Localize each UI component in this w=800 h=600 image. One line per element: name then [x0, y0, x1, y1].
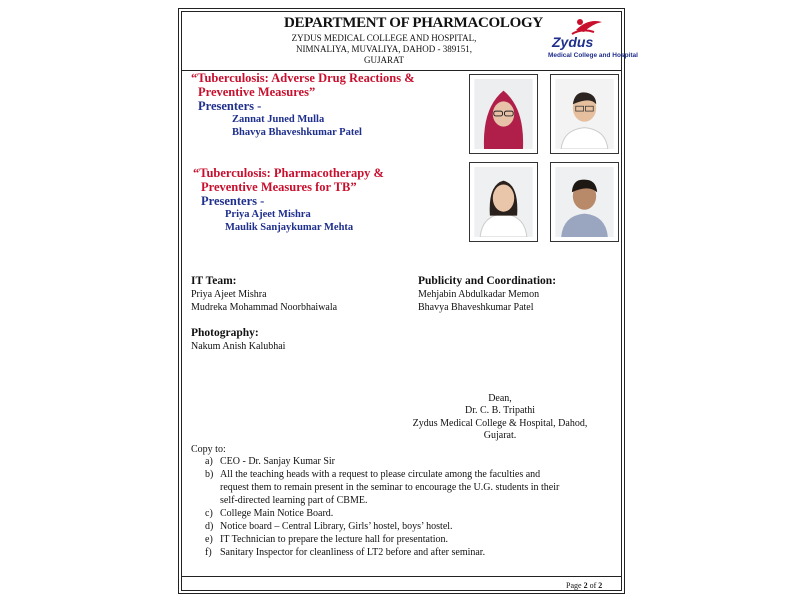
copy-to-item-c: College Main Notice Board. [220, 508, 334, 519]
session-2-title-line-2: Preventive Measures for TB” [201, 180, 357, 194]
signatory-institution: Zydus Medical College & Hospital, Dahod, [412, 418, 588, 429]
it-team-heading: IT Team: [191, 275, 237, 287]
copy-to-marker-f: f) [205, 547, 212, 558]
session-1-title-line-1: “Tuberculosis: Adverse Drug Reactions & [191, 71, 415, 85]
page-total: 2 [598, 581, 603, 590]
photography-member-1: Nakum Anish Kalubhai [191, 341, 286, 352]
presenter-photo-2 [550, 74, 619, 154]
session-2-presenter-1: Priya Ajeet Mishra [225, 209, 311, 220]
it-team-member-2: Mudreka Mohammad Noorbhaiwala [191, 302, 338, 313]
copy-to-heading: Copy to: [191, 444, 226, 455]
footer-divider [182, 576, 621, 577]
avatar-hijab-icon [474, 79, 533, 149]
page-current: 2 [583, 581, 588, 590]
presenter-photo-1 [469, 74, 538, 154]
page-of: of [589, 581, 597, 590]
page-label: Page [566, 581, 582, 590]
session-1-presenter-1: Zannat Juned Mulla [232, 114, 325, 125]
session-1-title-line-2: Preventive Measures” [198, 85, 316, 99]
it-team-member-1: Priya Ajeet Mishra [191, 289, 267, 300]
session-1-presenter-2: Bhavya Bhaveshkumar Patel [232, 127, 362, 138]
signatory-name: Dr. C. B. Tripathi [464, 405, 536, 416]
address-line-3: GUJARAT [363, 55, 404, 65]
session-2-title-line-1: “Tuberculosis: Pharmacotherapy & [193, 166, 384, 180]
department-title: DEPARTMENT OF PHARMACOLOGY [284, 15, 543, 31]
address-line-1: ZYDUS MEDICAL COLLEGE AND HOSPITAL, [291, 33, 477, 43]
publicity-member-1: Mehjabin Abdulkadar Memon [418, 289, 540, 300]
photography-heading: Photography: [191, 327, 259, 339]
publicity-heading: Publicity and Coordination: [418, 275, 557, 287]
copy-to-marker-b: b) [205, 469, 214, 480]
session-2-presenter-2: Maulik Sanjaykumar Mehta [225, 222, 354, 233]
copy-to-item-d: Notice board – Central Library, Girls’ hostel, boys’ hostel. [220, 521, 453, 532]
session-1-presenters-label: Presenters - [198, 99, 262, 113]
page-number [566, 581, 602, 590]
presenter-photo-4 [550, 162, 619, 242]
copy-to-marker-c: c) [205, 508, 213, 519]
avatar-boy-icon [555, 79, 614, 149]
copy-to-item-b-line-3: self-directed learning part of CBME. [220, 495, 368, 506]
copy-to-marker-d: d) [205, 521, 214, 532]
address-line-2: NIMNALIYA, MUVALIYA, DAHOD - 389151, [295, 44, 473, 54]
copy-to-item-a: CEO - Dr. Sanjay Kumar Sir [220, 456, 335, 467]
copy-to-marker-e: e) [205, 534, 213, 545]
session-2-presenters-label: Presenters - [201, 194, 265, 208]
publicity-member-2: Bhavya Bhaveshkumar Patel [418, 302, 534, 313]
avatar-boy-icon [555, 167, 614, 237]
copy-to-item-b-line-1: All the teaching heads with a request to please circulate among the faculties and [220, 469, 541, 480]
avatar-girl-icon [474, 167, 533, 237]
copy-to-item-e: IT Technician to prepare the lecture hall for presentation. [220, 534, 448, 545]
signatory-title: Dean, [488, 393, 512, 404]
logo-subtitle: Medical College and Hospital [548, 52, 638, 59]
copy-to-marker-a: a) [205, 456, 213, 467]
logo-wordmark: Zydus [552, 34, 594, 50]
presenter-photo-3 [469, 162, 538, 242]
copy-to-item-b-line-2: request them to remain present in the seminar to encourage the U.G. students in their [220, 482, 560, 493]
copy-to-item-f: Sanitary Inspector for cleanliness of LT2 before and after seminar. [220, 547, 486, 558]
signatory-state: Gujarat. [483, 430, 517, 441]
